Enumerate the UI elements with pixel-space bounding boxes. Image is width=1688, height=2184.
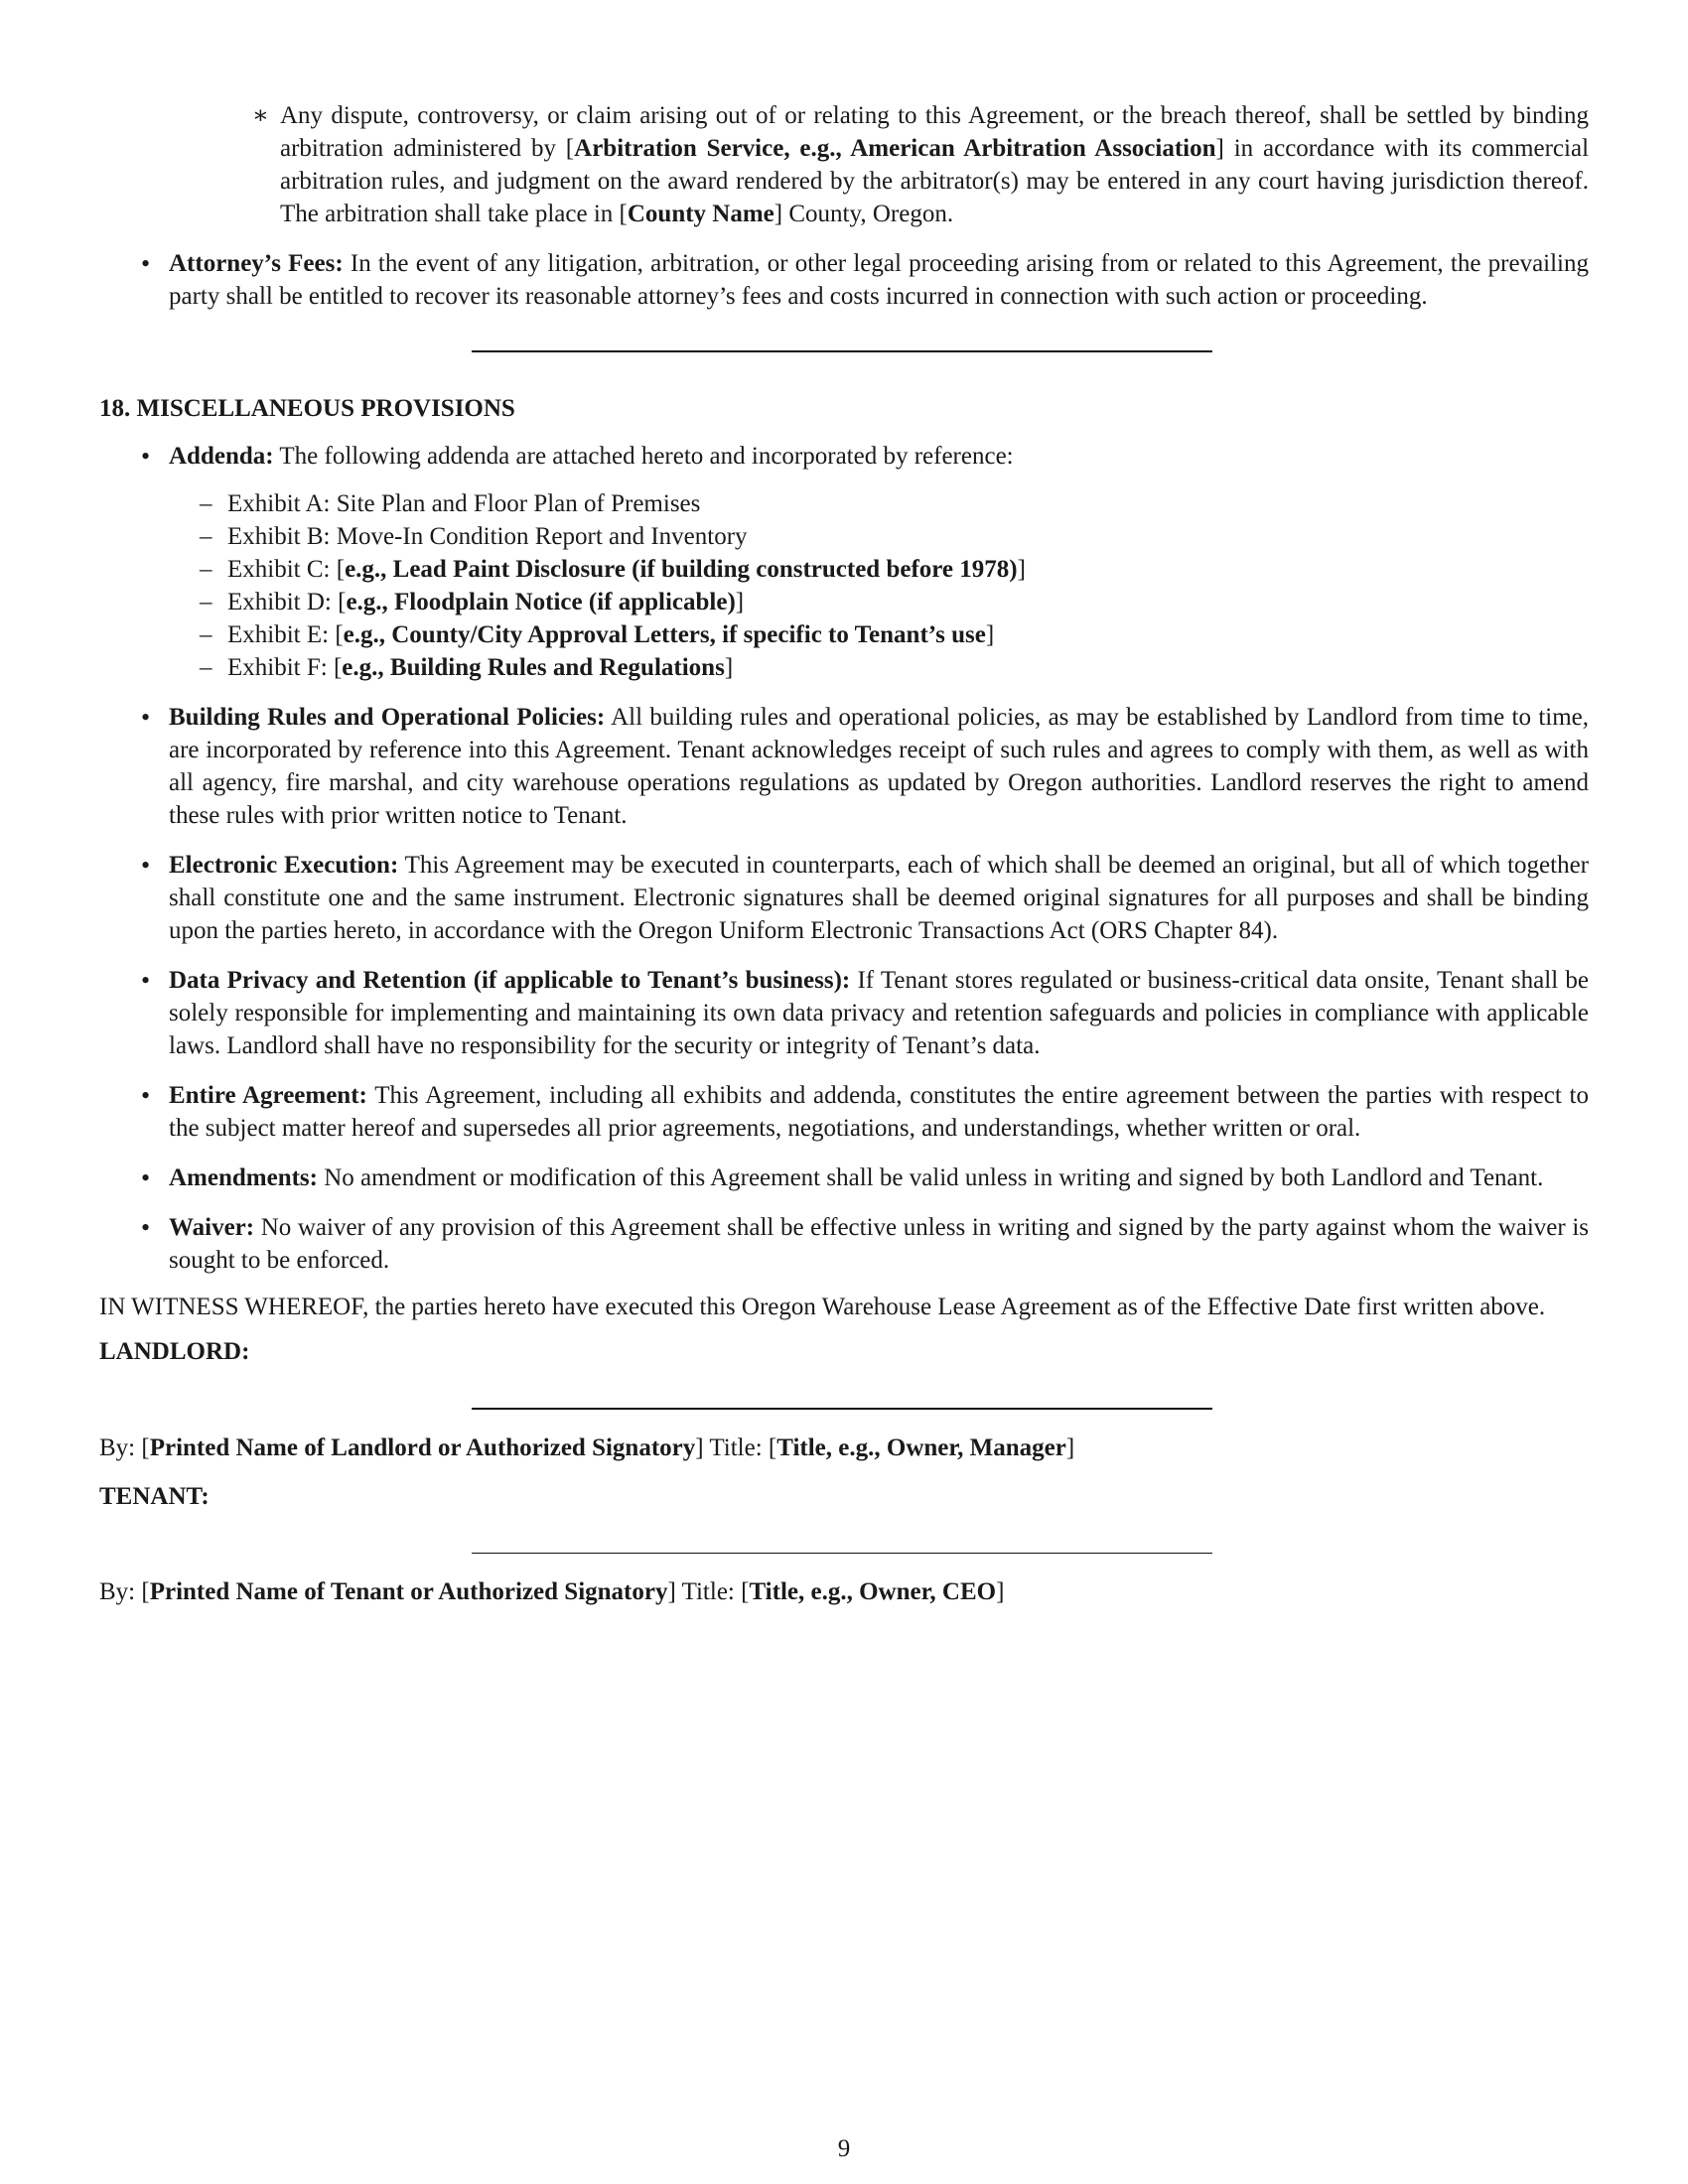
exhibit-list — [169, 487, 1589, 684]
bullet-marker: • — [141, 1081, 151, 1110]
exhibit-item: – Exhibit F: [e.g., Building Rules and Regulations] — [200, 654, 734, 681]
placeholder-landlord-title: Title, e.g., Owner, Manager — [776, 1434, 1066, 1461]
bullet-marker: • — [141, 1163, 151, 1192]
exhibit-item: – Exhibit A: Site Plan and Floor Plan of Premises — [200, 490, 701, 517]
attorney-fees-item: • Attorney’s Fees: In the event of any litigation, arbitration, or other legal proceeding arising from or related to this Agreement, the prevailing party shall be entitled to recover its reasonable attorney’s fees and costs incurred in connection with such action or proceeding. — [141, 249, 1589, 310]
section-18-title: 18. MISCELLANEOUS PROVISIONS — [99, 395, 515, 422]
tenant-signatory-line: By: [Printed Name of Tenant or Authorized Signatory] Title: [Title, e.g., Owner, CEO] — [99, 1578, 1005, 1605]
page-number: 9 — [837, 2135, 851, 2162]
placeholder-tenant-name: Printed Name of Tenant or Authorized Signatory — [149, 1578, 668, 1605]
placeholder-landlord-name: Printed Name of Landlord or Authorized Signatory — [149, 1434, 696, 1461]
exhibit-item: – Exhibit D: [e.g., Floodplain Notice (if applicable)] — [200, 589, 745, 615]
addenda-item: • Addenda: The following addenda are attached hereto and incorporated by reference: – Exhibit A: Site Plan and Floor Plan of Premises – Exhibit B: Move-In Condition Report and Inventory – Exhibit C: [e.g., Lead Paint Disclosure (if building constructed before 1978)] – Exhibit D: [e.g., Floodplain Notice (if applicable)] – Exhibit E: [e.g., County/City Approval Letters, if specific to Tenant’s use] – Exhibit F: [e.g., Building Rules and Regulations] — [169, 440, 1589, 684]
bullet-marker: • — [141, 703, 151, 732]
entire-agreement-item: • Entire Agreement: This Agreement, including all exhibits and addenda, constitutes the entire agreement between the parties with respect to the subject matter hereof and supersedes all prior agreements, negotiations, and understandings, whether written or oral. — [141, 1081, 1590, 1142]
building-rules-item: • Building Rules and Operational Policies: All building rules and operational policies, as may be established by Landlord from time to time, are incorporated by reference into this Agreement. Tenant acknowledges receipt of such rules and agrees to comply with them, as well as with all agency, fire marshal, and city warehouse operations regulations as updated by Oregon authorities. Landlord reserves the right to amend these rules with prior written notice to Tenant. — [141, 703, 1589, 829]
tenant-signature-line — [472, 1553, 1212, 1554]
miscellaneous-list — [99, 440, 1589, 1277]
placeholder-county-name: County Name — [627, 201, 774, 227]
asterisk-marker: ∗ — [252, 102, 269, 129]
exhibit-item: – Exhibit E: [e.g., County/City Approval Letters, if specific to Tenant’s use] — [200, 621, 995, 648]
section-divider — [472, 350, 1212, 352]
attorney-list — [99, 247, 1589, 313]
exhibit-item: – Exhibit B: Move-In Condition Report and Inventory — [200, 523, 748, 550]
electronic-execution-item: • Electronic Execution: This Agreement may be executed in counterparts, each of which shall be deemed an original, but all of which together shall constitute one and the same instrument. Electronic signatures shall be deemed original signatures for all purposes and shall be binding upon the parties hereto, in accordance with the Oregon Uniform Electronic Transactions Act (ORS Chapter 84). — [141, 851, 1590, 944]
arbitration-clause: ∗ Any dispute, controversy, or claim arising out of or relating to this Agreement, or the breach thereof, shall be settled by binding arbitration administered by [Arbitration Service, e.g., American Arbitration Association] in accordance with its commercial arbitration rules, and judgment on the award rendered by the arbitrator(s) may be entered in any court having jurisdiction thereof. The arbitration shall take place in [County Name] County, Oregon. — [280, 99, 1589, 230]
landlord-signature-line — [472, 1408, 1212, 1410]
tenant-heading: TENANT: — [99, 1483, 210, 1510]
document-page — [99, 99, 1589, 1608]
data-privacy-item: • Data Privacy and Retention (if applicable to Tenant’s business): If Tenant stores regulated or business-critical data onsite, Tenant shall be solely responsible for implementing and maintaining its own data privacy and retention safeguards and policies in compliance with applicable laws. Landlord shall have no responsibility for the security or integrity of Tenant’s data. — [141, 966, 1589, 1059]
amendments-item: • Amendments: No amendment or modification of this Agreement shall be valid unless in writing and signed by both Landlord and Tenant. — [141, 1163, 1544, 1192]
witness-clause: IN WITNESS WHEREOF, the parties hereto have executed this Oregon Warehouse Lease Agreement as of the Effective Date first written above. — [99, 1294, 1546, 1320]
placeholder-tenant-title: Title, e.g., Owner, CEO — [749, 1578, 997, 1605]
bullet-marker: • — [141, 442, 151, 471]
bullet-marker: • — [141, 851, 151, 880]
bullet-marker: • — [141, 1213, 151, 1242]
bullet-marker: • — [141, 249, 151, 278]
landlord-signatory-line: By: [Printed Name of Landlord or Authorized Signatory] Title: [Title, e.g., Owner, Manager] — [99, 1434, 1075, 1461]
placeholder-arbitration-service: Arbitration Service, e.g., American Arbitration Association — [574, 135, 1216, 162]
exhibit-item: – Exhibit C: [e.g., Lead Paint Disclosure (if building constructed before 1978)] — [200, 556, 1026, 583]
landlord-heading: LANDLORD: — [99, 1338, 250, 1365]
bullet-marker: • — [141, 966, 151, 995]
waiver-item: • Waiver: No waiver of any provision of this Agreement shall be effective unless in writing and signed by the party against whom the waiver is sought to be enforced. — [141, 1213, 1589, 1274]
